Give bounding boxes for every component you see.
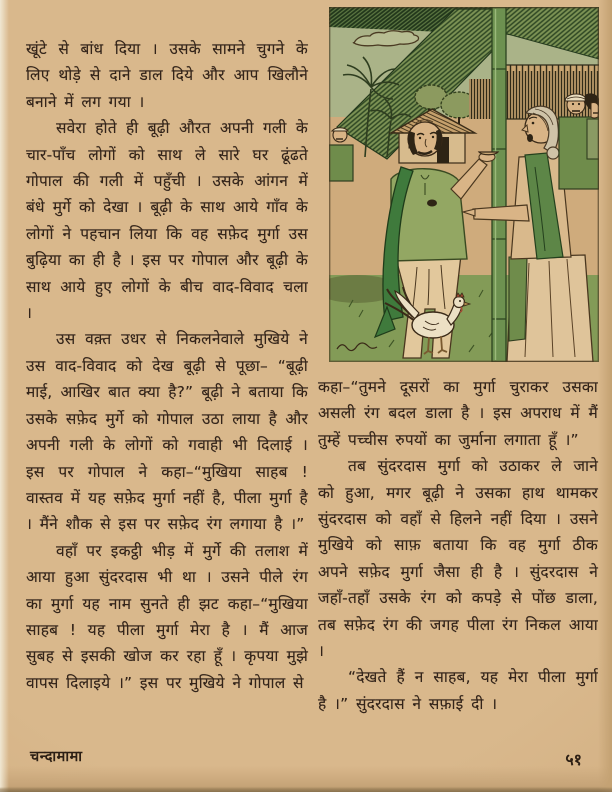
villager-right xyxy=(585,93,599,159)
bamboo-fence xyxy=(469,79,493,119)
hair-bun xyxy=(547,147,559,159)
story-paragraph: तब सुंदरदास मुर्गा को उठाकर ले जाने को हुआ, मगर बूढ़ी ने उसका हाथ थामकर सुंदरदास को वहाँ से हिलने नहीं दिया । उसने मुखिये को साफ़ बताया कि वह मुर्गा ठीक अपने सफ़ेद मुर्गा जैसा ही है । सुंदरदास ने जहाँ-तहाँ उसके रंग को कपड़े से पोंछ डाला, तब सफ़ेद रंग की जगह पीला रंग निकल आया । xyxy=(318,457,598,661)
story-paragraph: कहा–“तुमने दूसरों का मुर्गा चुराकर उसका असली रंग बदल डाला है । इस अपराध में मैं तुम्हें पच्चीस रुपयों का जुर्माना लगाता हूँ ।” xyxy=(318,378,598,449)
story-paragraph: “देखते हैं न साहब, यह मेरा पीला मुर्गा है ।” सुंदरदास ने सफ़ाई दी । xyxy=(318,668,598,713)
story-paragraph: वहाँ पर इकट्ठी भीड़ में मुर्गे की तलाश में आया हुआ सुंदरदास भी था । उसने पीले रंग का मुर्गा यह नाम सुनते ही झट कहा–“मुखिया साहब ! यह पीला मुर्गा मेरा है । मैं आज सुबह से इसकी खोज कर रहा हूँ । कृपया मुझे वापस दिलाइये ।” इस पर मुखिये ने गोपाल से xyxy=(26,541,308,692)
right-text-column xyxy=(318,374,598,734)
open-mouth xyxy=(527,134,533,142)
small-bowl xyxy=(479,152,498,155)
rooster-head xyxy=(454,297,465,308)
story-paragraph: उस वक़्त उधर से निकलनेवाले मुखिये ने उस वाद-विवाद को देख बूढ़ी से पूछा– “बूढ़ी माई, आखिर बात क्या है?” बूढ़ी ने बताया कि उसके सफ़ेद मुर्गे को गोपाल उठा लाया है और अपनी गली के लोगों को गवाही भी दिलाई । इस पर गोपाल ने कहा–“मुखिया साहब ! वास्तव में यह सफ़ेद मुर्गा नहीं है, पीला मुर्गा है । मैंने शौक से इस पर सफ़ेद रंग लगाया है ।” xyxy=(26,330,308,534)
story-paragraph: सवेरा होते ही बूढ़ी औरत अपनी गली के चार-पाँच लोगों को साथ ले सारे घर ढूंढते गोपाल की गली में पहुँची । उसके आंगन में बंधे मुर्गे को देखा । बूढ़ी के साथ आये गाँव के लोगों ने पहचान लिया कि वह सफ़ेद मुर्गा उस बुढ़िया का ही है । इस पर गोपाल और बूढ़ी के साथ आये हुए लोगों के बीच वाद-विवाद चला । xyxy=(26,119,308,323)
sari-green-hem xyxy=(509,257,527,341)
story-illustration xyxy=(329,7,599,362)
bamboo-pole xyxy=(492,7,506,362)
page-number: ५१ xyxy=(565,750,582,769)
left-text-column xyxy=(26,36,308,736)
page-bottom-edge xyxy=(0,787,612,792)
story-paragraph: खूंटे से बांध दिया । उसके सामने चुगने के लिए थोड़े से दाने डाल दिये और आप खिलौने बनाने में लग गया । xyxy=(26,40,308,111)
magazine-title: चन्दामामा xyxy=(30,749,83,765)
